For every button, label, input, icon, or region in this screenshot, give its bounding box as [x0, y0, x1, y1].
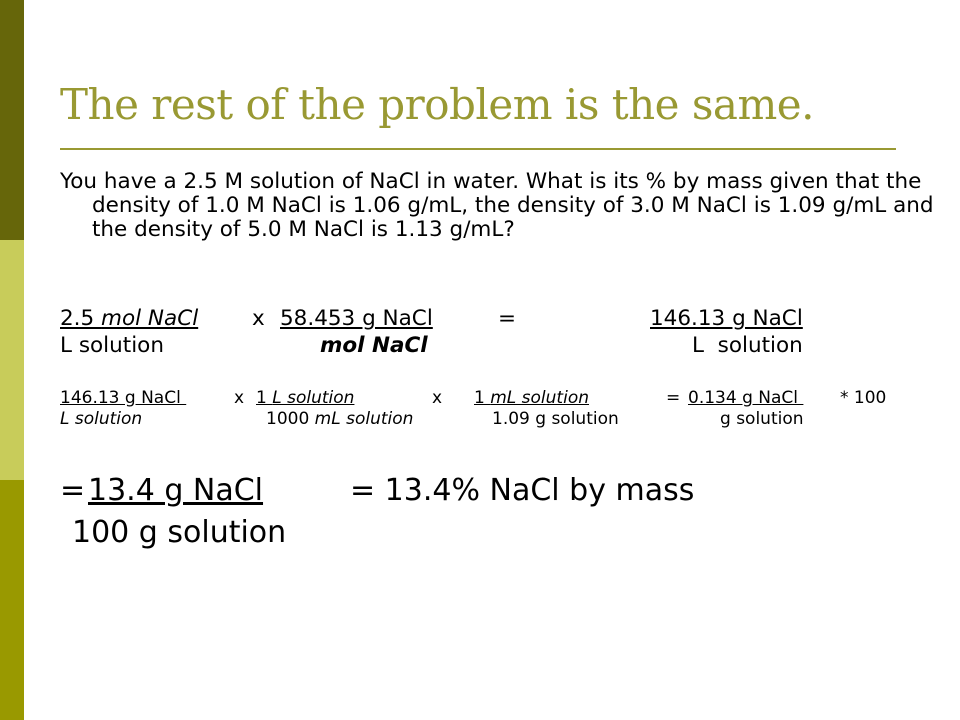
step1-num1-value: 2.5 [60, 306, 102, 331]
step2-denominator-2 [266, 411, 413, 428]
step2-den2-unit: mL solution [314, 409, 414, 429]
sidebar-block-mid [0, 480, 24, 720]
step1-times: x [252, 306, 265, 331]
step2-den2-value: 1000 [266, 409, 315, 429]
step2-num2-value: 1 [256, 388, 273, 408]
step1-equals: = [498, 306, 517, 331]
title-underline-rule [60, 148, 896, 150]
step1-denominator-1: L solution [60, 333, 164, 358]
step1-result-denominator: L solution [692, 333, 803, 358]
step2-num3-unit: mL solution [490, 388, 589, 408]
sidebar-decoration [0, 0, 24, 720]
step1-num1-unit: mol NaCl [101, 306, 199, 331]
slide-title: The rest of the problem is the same. [60, 80, 814, 129]
sidebar-block-dark [0, 0, 24, 240]
step2-numerator-1: 146.13 g NaCl [60, 388, 187, 408]
step1-denominator-2: mol NaCl [320, 333, 428, 358]
step2-times-1: x [234, 388, 245, 408]
step3-denominator: 100 g solution [72, 515, 287, 550]
sidebar-block-light [0, 240, 24, 480]
step2-numerator-2 [256, 390, 354, 407]
step2-denominator-3: 1.09 g solution [492, 409, 619, 429]
step3-numerator: 13.4 g NaCl [88, 473, 264, 508]
step2-numerator-3 [474, 390, 589, 407]
step2-result-numerator: 0.134 g NaCl [688, 388, 804, 408]
step2-times-2: x [432, 388, 443, 408]
step2-num2-unit: L solution [272, 388, 355, 408]
step2-equals: = [666, 388, 681, 408]
step3-percent-result: = 13.4% NaCl by mass [350, 473, 695, 508]
step2-result-denominator: g solution [720, 409, 804, 429]
step1-numerator-1 [60, 308, 198, 330]
problem-statement: You have a 2.5 M solution of NaCl in water. What is its % by mass given that the density of 1.0 M NaCl is 1.06 g/mL, the density of 3.0 M NaCl is 1.09 g/mL and the density of 5.0 M NaCl is 1.13 g/mL? [60, 169, 934, 242]
step2-num3-value: 1 [474, 388, 491, 408]
step2-multiplier: * 100 [840, 388, 887, 408]
step1-numerator-2: 58.453 g NaCl [280, 306, 433, 331]
step3-leading-equals: = [60, 473, 86, 508]
step1-result-numerator: 146.13 g NaCl [650, 306, 803, 331]
step2-denominator-1: L solution [60, 409, 143, 429]
